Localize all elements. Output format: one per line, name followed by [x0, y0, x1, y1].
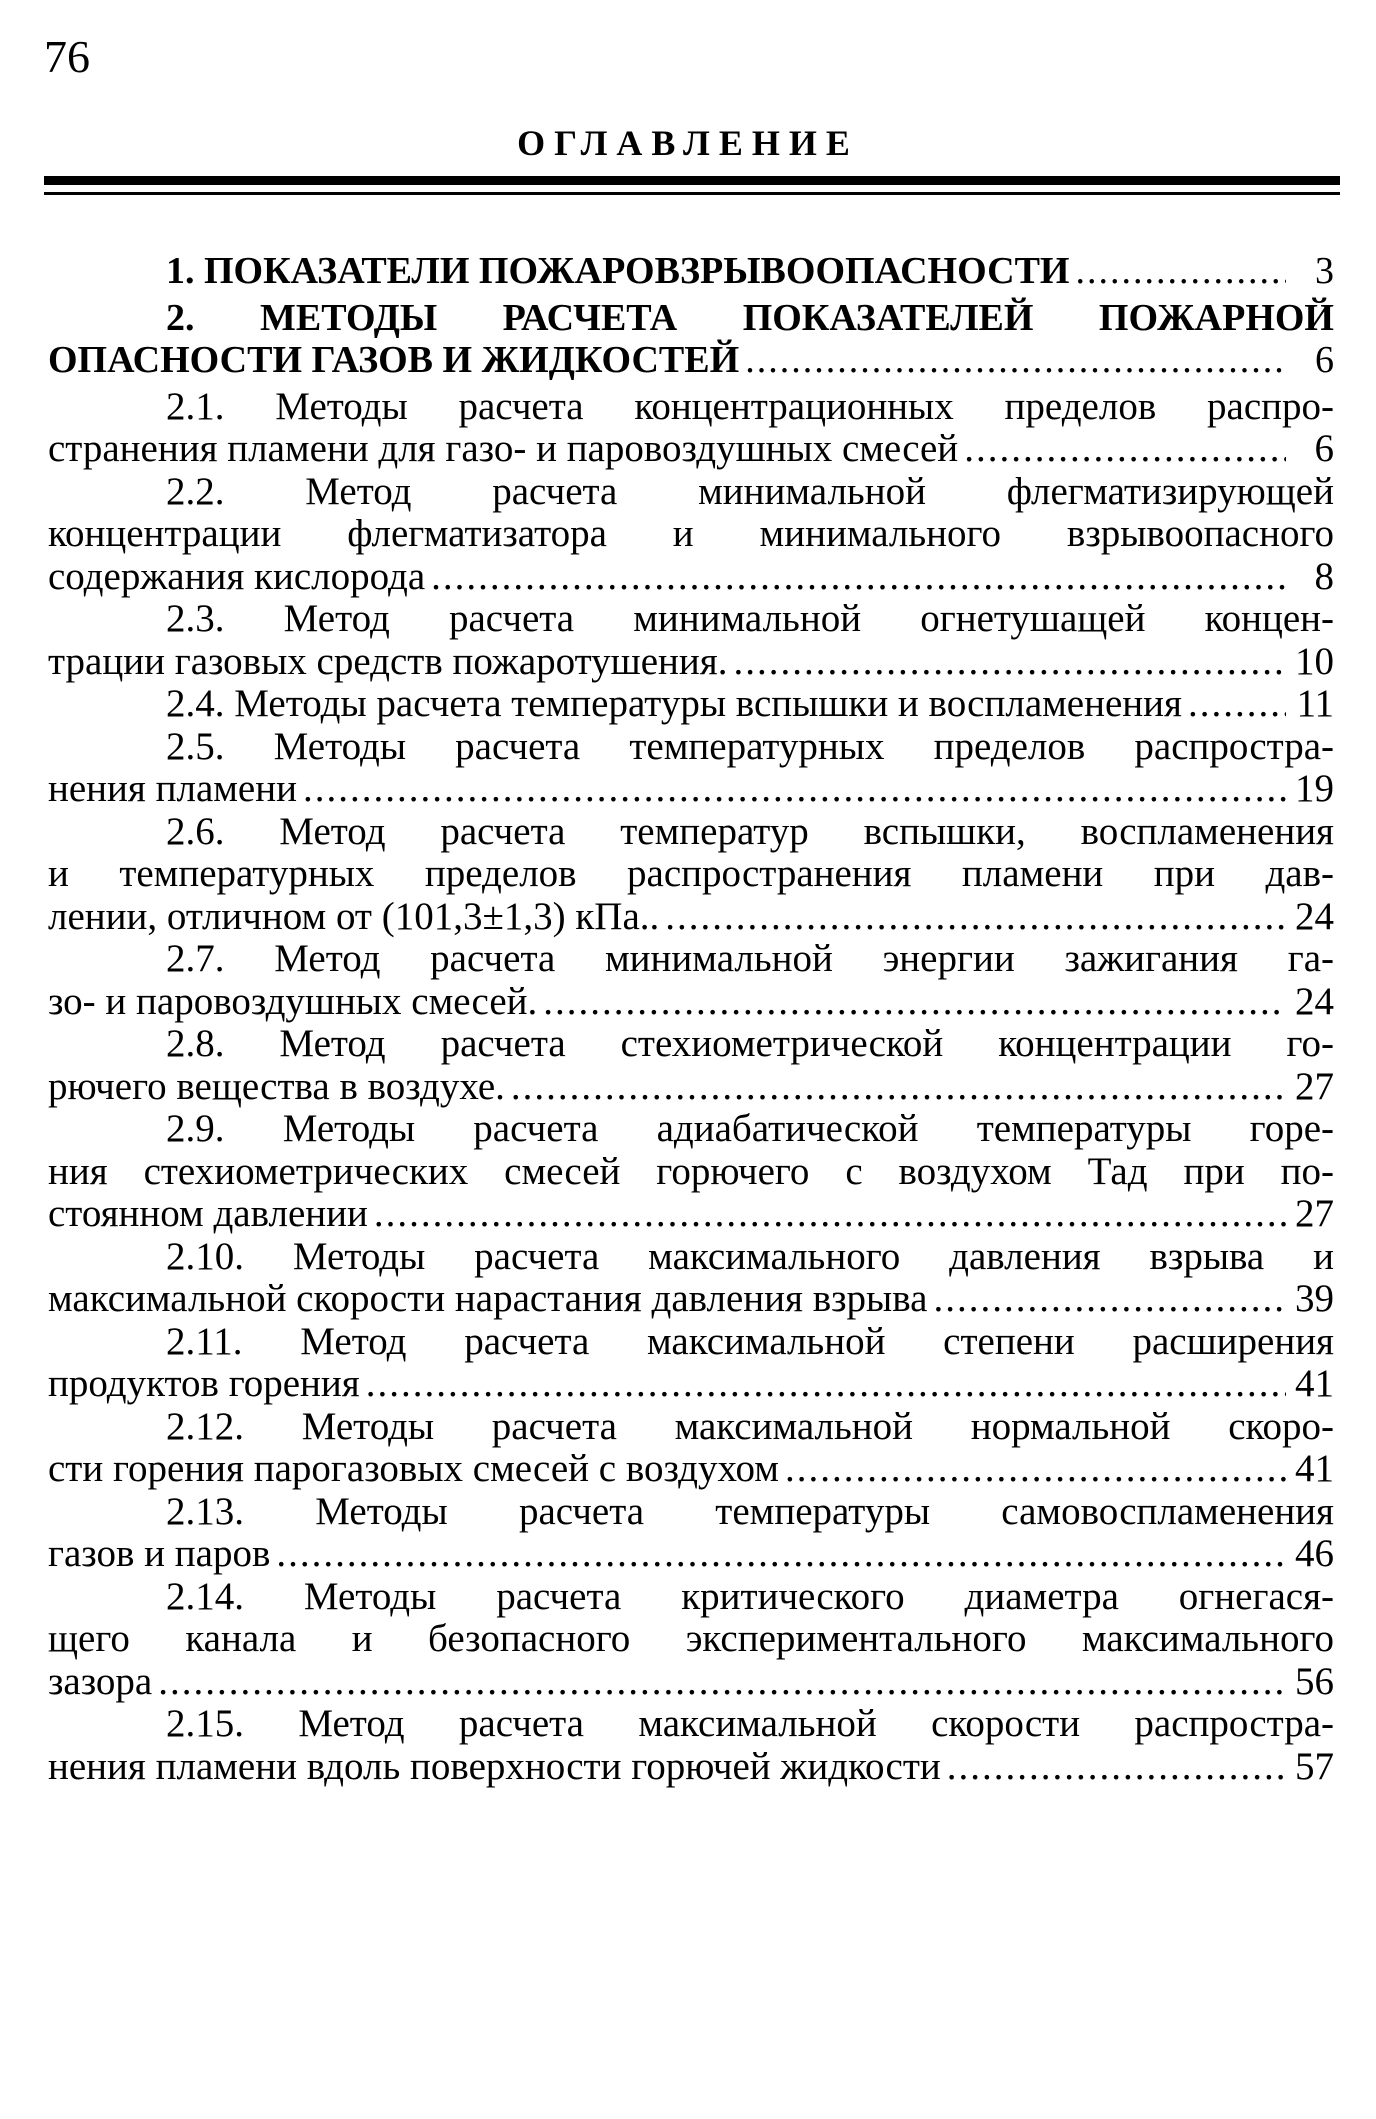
toc-entry[interactable] [48, 250, 1334, 293]
toc-entry[interactable] [48, 386, 1334, 471]
toc-page-number: 24 [1295, 979, 1334, 1023]
dot-leader [1075, 250, 1286, 293]
dot-leader [733, 641, 1286, 684]
toc-entry-text: нения пламени [48, 767, 297, 810]
toc-entry-text: странения пламени для газо- и паровоздушных смесей [48, 427, 959, 470]
toc-entry[interactable] [48, 726, 1334, 811]
toc-entry-line: 2.2. Метод расчета минимальной флегматизирующей [166, 469, 1334, 513]
toc-entry-line: 2.5. Методы расчета температурных пределов распростра- [166, 724, 1334, 768]
toc-entry-line: 2.6. Метод расчета температур вспышки, воспламенения [166, 809, 1334, 853]
toc-entry[interactable] [48, 1236, 1334, 1321]
page-title: ОГЛАВЛЕНИЕ [517, 123, 859, 163]
title-rule-thick [44, 176, 1340, 185]
toc-entry[interactable] [48, 471, 1334, 599]
toc-entry-text: нения пламени вдоль поверхности горючей жидкости [48, 1744, 941, 1788]
toc-page-number: 41 [1295, 1447, 1334, 1490]
toc-page-number: 6 [1315, 339, 1334, 381]
toc-entry-text: газов и паров [48, 1532, 271, 1575]
toc-entry-text: лении, отличном от (101,3±1,3) кПа.. [48, 894, 660, 938]
toc-entry-text: 2.4. Методы расчета температуры вспышки и воспламенения [166, 682, 1182, 725]
toc-page-number: 24 [1295, 894, 1334, 938]
toc-entry[interactable] [48, 683, 1334, 726]
toc-entry[interactable] [48, 1703, 1334, 1788]
toc-entry-line: и температурных пределов распространения пламени при дав- [48, 852, 1334, 895]
toc-entry-line: 2.14. Методы расчета критического диаметра огнегася- [166, 1574, 1334, 1618]
toc-entry[interactable] [48, 1491, 1334, 1576]
dot-leader [785, 1448, 1286, 1491]
dot-leader [366, 1363, 1286, 1406]
toc-entry-text: рючего вещества в воздухе. [48, 1064, 505, 1108]
toc-entry-line: 2. МЕТОДЫ РАСЧЕТА ПОКАЗАТЕЛЕЙ ПОЖАРНОЙ [166, 296, 1334, 339]
toc-entry[interactable] [48, 297, 1334, 382]
toc-entry-text: стоянном давлении [48, 1192, 368, 1235]
toc-entry[interactable] [48, 1576, 1334, 1704]
toc-page-number: 8 [1314, 554, 1334, 598]
toc-entry-line: 2.8. Метод расчета стехиометрической концентрации го- [166, 1022, 1334, 1065]
toc-entry[interactable] [48, 1023, 1334, 1108]
toc-entry-text: зазора [48, 1659, 153, 1703]
toc-entry-text: трации газовых средств пожаротушения. [48, 639, 728, 683]
dot-leader [511, 1066, 1286, 1109]
dot-leader [947, 1746, 1286, 1789]
toc-entry[interactable] [48, 1406, 1334, 1491]
toc-entry[interactable] [48, 1321, 1334, 1406]
toc-page-number: 27 [1295, 1192, 1334, 1235]
toc-page-number: 56 [1295, 1659, 1334, 1703]
toc-entry-line: 2.7. Метод расчета минимальной энергии зажигания га- [166, 937, 1334, 980]
toc-entry[interactable] [48, 938, 1334, 1023]
dot-leader [665, 896, 1286, 939]
toc-entry-line: концентрации флегматизатора и минимального взрывоопасного [48, 512, 1334, 555]
dot-leader [276, 1533, 1286, 1576]
toc-entry-line: 2.12. Методы расчета максимальной нормальной скоро- [166, 1404, 1334, 1448]
toc-page-number: 11 [1296, 682, 1334, 725]
toc-entry-text: сти горения парогазовых смесей с воздухом [48, 1447, 779, 1490]
toc-entry-text: ОПАСНОСТИ ГАЗОВ И ЖИДКОСТЕЙ [48, 339, 740, 381]
toc-entry-line: 2.3. Метод расчета минимальной огнетушащей концен- [166, 597, 1334, 640]
toc-page-number: 19 [1295, 767, 1334, 810]
toc-page-number: 3 [1315, 250, 1334, 292]
page-number: 76 [44, 31, 90, 82]
toc-entry-text: 1. ПОКАЗАТЕЛИ ПОЖАРОВЗРЫВООПАСНОСТИ [166, 250, 1070, 292]
toc-entry-text: продуктов горения [48, 1362, 360, 1405]
toc-entry-line: 2.13. Методы расчета температуры самовоспламенения [166, 1489, 1334, 1533]
toc-entry-line: 2.15. Метод расчета максимальной скорости распростра- [166, 1702, 1334, 1745]
toc-entry[interactable] [48, 1108, 1334, 1236]
toc-entry[interactable] [48, 811, 1334, 939]
title-rule-thin [44, 192, 1340, 195]
dot-leader [933, 1278, 1286, 1321]
dot-leader [374, 1193, 1286, 1236]
dot-leader [1188, 683, 1286, 726]
toc-entry-line: 2.10. Методы расчета максимального давления взрыва и [166, 1234, 1334, 1278]
toc-page-number: 10 [1295, 639, 1334, 683]
toc-page-number: 57 [1295, 1744, 1334, 1788]
toc-entry-line: ния стехиометрических смесей горючего с воздухом Тад при по- [48, 1149, 1334, 1193]
toc-page-number: 41 [1295, 1362, 1334, 1405]
toc-entry-text: максимальной скорости нарастания давления взрыва [48, 1277, 928, 1320]
toc-page-number: 6 [1314, 427, 1334, 470]
dot-leader [303, 768, 1286, 811]
table-of-contents [48, 250, 1334, 1788]
dot-leader [543, 981, 1286, 1024]
toc-entry-line: 2.1. Методы расчета концентрационных пределов распро- [166, 384, 1334, 428]
dot-leader [431, 556, 1286, 599]
toc-entry-text: содержания кислорода [48, 554, 426, 598]
toc-page-number: 39 [1295, 1277, 1334, 1320]
toc-entry-text: зо- и паровоздушных смесей. [48, 979, 538, 1023]
dot-leader [745, 339, 1286, 382]
toc-page-number: 27 [1295, 1064, 1334, 1108]
dot-leader [158, 1661, 1286, 1704]
toc-entry-line: щего канала и безопасного экспериментального максимального [48, 1617, 1334, 1660]
dot-leader [964, 428, 1286, 471]
toc-entry-line: 2.11. Метод расчета максимальной степени расширения [166, 1319, 1334, 1363]
toc-entry[interactable] [48, 598, 1334, 683]
toc-entry-line: 2.9. Методы расчета адиабатической температуры горе- [166, 1107, 1334, 1150]
toc-page-number: 46 [1295, 1532, 1334, 1575]
